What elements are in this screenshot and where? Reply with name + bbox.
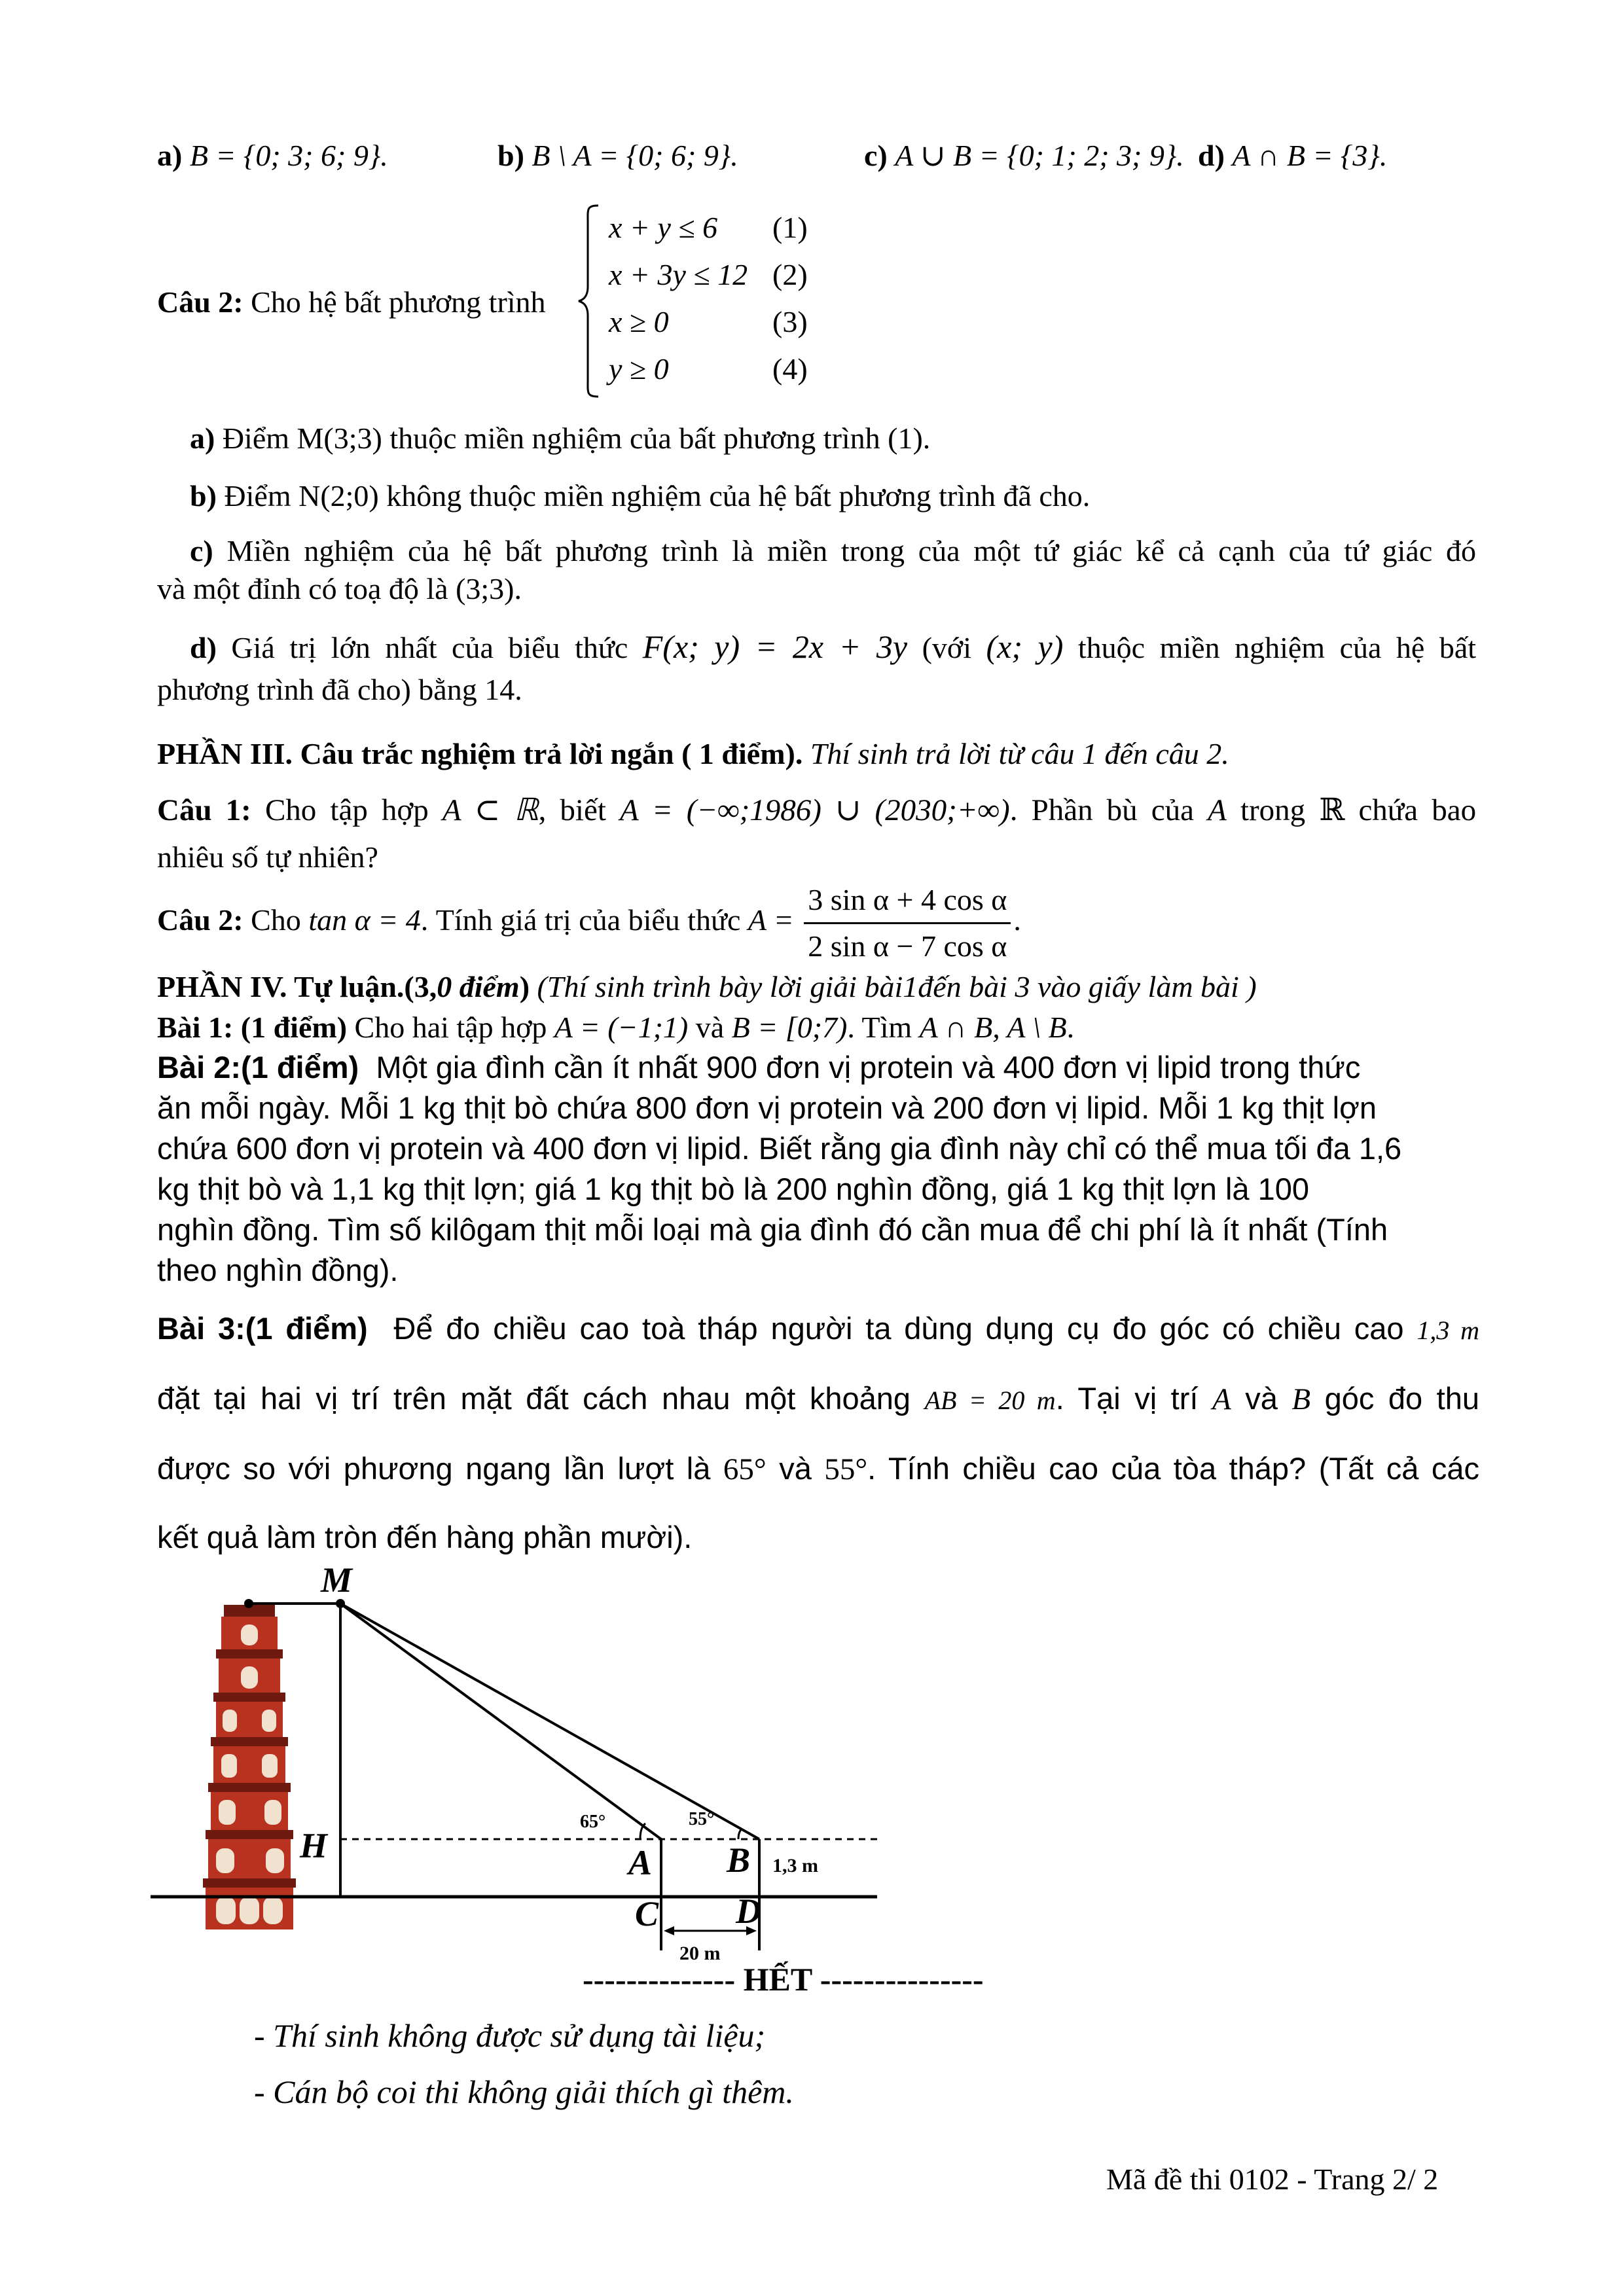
inequality-1-number: (1)	[772, 211, 808, 244]
label-A: A	[628, 1843, 653, 1882]
part3-q1-line2: nhiêu số tự nhiên?	[157, 840, 378, 874]
bai2-line-3: chứa 600 đơn vị protein và 400 đơn vị lipid. Biết rằng gia đình này chỉ có thể mua tối đa 1,6	[157, 1131, 1402, 1166]
inequality-2-number: (2)	[772, 258, 808, 291]
height-label: 1,3 m	[772, 1855, 818, 1876]
bai3-line-3: được so với phương ngang lần lượt là 65° và 55°. Tính chiều cao của tòa tháp? (Tất cả các	[157, 1451, 1480, 1486]
part4-bai2: Bài 2:(1 điểm) Một gia đình cần ít nhất 900 đơn vị protein và 400 đơn vị lipid trong thức ăn mỗi ngày. Mỗi 1 kg thịt bò chứa 800 đơn vị protein và 200 đơn vị lipid. Mỗi 1 kg thịt lợn chứa 600 đơn vị protein và 400 đơn vị lipid. Biết rằng gia đình này chỉ có thể mua tối đa 1,6 kg thịt bò và 1,1 kg thịt lợn; giá 1 kg thịt bò là 200 nghìn đồng, giá 1 kg thịt lợn là 100 nghìn đồng. Tìm số kilôgam thịt mỗi loại mà gia đình đó cần mua để chi phí là ít nhất (Tính theo nghìn đồng).	[157, 1047, 1479, 1291]
system-brace	[576, 203, 602, 399]
bai2-line-1: Một gia đình cần ít nhất 900 đơn vị protein và 400 đơn vị lipid trong thức	[376, 1050, 1361, 1085]
angle-label-B: 55°	[689, 1809, 715, 1829]
label-H: H	[300, 1826, 328, 1865]
inequality-1: x + y ≤ 6	[609, 211, 718, 244]
note-no-explanation: - Cán bộ coi thi không giải thích gì thêm.	[254, 2073, 794, 2110]
part4-bai1: Bài 1: (1 điểm) Cho hai tập hợp A = (−1;1) và B = [0;7). Tìm A ∩ B, A \ B.	[157, 1011, 1075, 1044]
q2-statement-d-line2: phương trình đã cho) bằng 14.	[157, 673, 522, 706]
part3-heading: PHẦN III. Câu trắc nghiệm trả lời ngắn ( 1 điểm). Thí sinh trả lời từ câu 1 đến câu 2.	[157, 737, 1229, 770]
expression-fraction	[804, 880, 1011, 966]
inequality-2: x + 3y ≤ 12	[609, 258, 748, 291]
q2-statement-a: a) Điểm M(3;3) thuộc miền nghiệm của bất phương trình (1).	[190, 422, 931, 455]
fraction-denominator: 2 sin α − 7 cos α	[808, 929, 1007, 963]
distance-label: 20 m	[679, 1943, 721, 1964]
q1-option-c: c) A ∪ B = {0; 1; 2; 3; 9}.	[864, 139, 1184, 172]
bai2-line-2: ăn mỗi ngày. Mỗi 1 kg thịt bò chứa 800 đơn vị protein và 200 đơn vị lipid. Mỗi 1 kg thịt lợn	[157, 1090, 1377, 1125]
part4-heading: PHẦN IV. Tự luận.(3,0 điểm) (Thí sinh trình bày lời giải bài1đến bài 3 vào giấy làm bài )	[157, 970, 1257, 1003]
q2-statement-c-line2: và một đỉnh có toạ độ là (3;3).	[157, 572, 522, 605]
q2-intro: Câu 2: Cho hệ bất phương trình	[157, 285, 546, 319]
bai2-line-4: kg thịt bò và 1,1 kg thịt lợn; giá 1 kg thịt bò là 200 nghìn đồng, giá 1 kg thịt lợn là 100	[157, 1172, 1310, 1206]
inequality-4: y ≥ 0	[609, 352, 669, 386]
bai2-line-5: nghìn đồng. Tìm số kilôgam thịt mỗi loại mà gia đình đó cần mua để chi phí là ít nhất (Tính	[157, 1212, 1388, 1247]
q1-option-d: d) A ∩ B = {3}.	[1198, 139, 1388, 172]
tower-figure	[151, 1560, 910, 1964]
label-C: C	[635, 1894, 659, 1933]
inequality-3: x ≥ 0	[609, 305, 669, 338]
label-M: M	[321, 1560, 353, 1600]
q1-option-a: a) B = {0; 3; 6; 9}.	[157, 139, 388, 172]
page-info: Mã đề thi 0102 - Trang 2/ 2	[1106, 2162, 1439, 2196]
label-B: B	[727, 1840, 751, 1880]
q1-option-b: b) B \ A = {0; 6; 9}.	[497, 139, 738, 172]
tower-top-point	[244, 1599, 253, 1608]
bai3-line-4: kết quả làm tròn đến hàng phần mười).	[157, 1520, 693, 1554]
sight-line-MB	[340, 1604, 759, 1839]
bai3-line-2: đặt tại hai vị trí trên mặt đất cách nhau một khoảng AB = 20 m. Tại vị trí A và B góc đo thu	[157, 1381, 1480, 1416]
bai2-line-6: theo nghìn đồng).	[157, 1253, 399, 1287]
sight-line-MA	[340, 1604, 661, 1839]
bai3-line-1: Bài 3:(1 điểm) Để đo chiều cao toà tháp người ta dùng dụng cụ đo góc có chiều cao 1,3 m	[157, 1311, 1479, 1346]
angle-arc-B	[738, 1829, 742, 1839]
q2-statement-d-line1: d) Giá trị lớn nhất của biểu thức F(x; y) = 2x + 3y (với (x; y) thuộc miền nghiệm của hệ bất	[190, 628, 1477, 665]
label-D: D	[736, 1892, 761, 1931]
part4-bai3	[157, 1295, 1479, 1571]
note-no-documents: - Thí sinh không được sử dụng tài liệu;	[254, 2017, 766, 2054]
q2-statement-b: b) Điểm N(2;0) không thuộc miền nghiệm của hệ bất phương trình đã cho.	[190, 479, 1091, 512]
q2-statement-c-line1: c) Miền nghiệm của hệ bất phương trình là miền trong của một tứ giác kể cả cạnh của tứ giác đó	[190, 534, 1476, 567]
inequality-3-number: (3)	[772, 305, 808, 338]
part3-q1-line1: Câu 1: Cho tập hợp A ⊂ ℝ, biết A = (−∞;1986) ∪ (2030;+∞). Phần bù của A trong ℝ chứa bao	[157, 793, 1477, 827]
part3-q2: Câu 2: Cho tan α = 4. Tính giá trị của biểu thức A = $\frac{\text{3 sin α + 4 cos α}}{\text{2 sin α − 7 cos α}}$ .	[157, 880, 1021, 966]
inequality-4-number: (4)	[772, 352, 808, 386]
fraction-numerator: 3 sin α + 4 cos α	[804, 880, 1011, 924]
end-marker: -------------- HẾT ---------------	[583, 1961, 984, 1998]
pagoda-tower-illustration	[203, 1605, 296, 1929]
angle-label-A: 65°	[580, 1812, 606, 1832]
